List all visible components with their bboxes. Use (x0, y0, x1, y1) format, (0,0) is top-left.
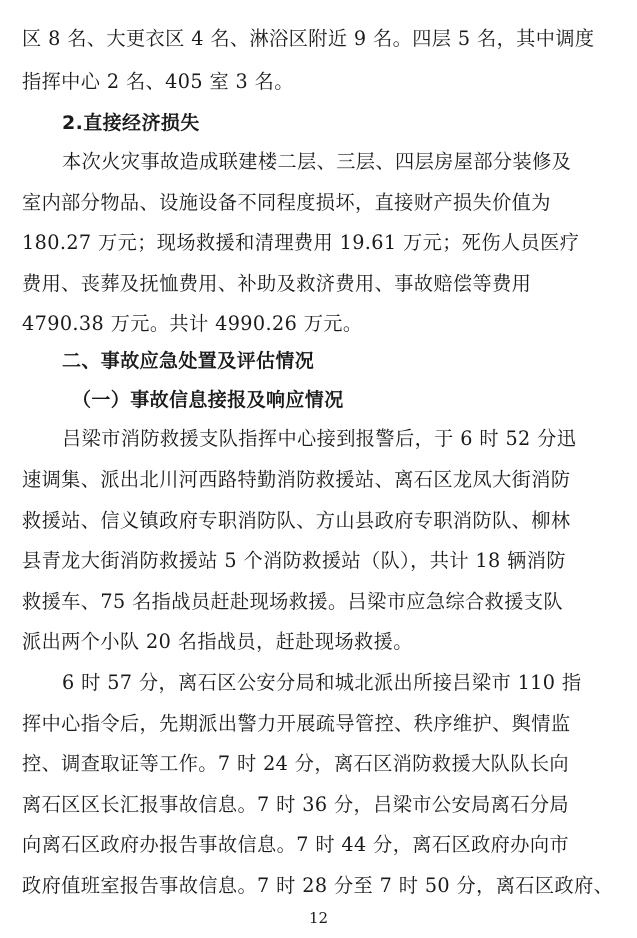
subsection-heading: （一）事故信息接报及响应情况 (72, 389, 344, 411)
text-line: 速调集、派出北川河西路特勤消防救援站、离石区龙凤大街消防 (22, 468, 571, 491)
text-line: 室内部分物品、设施设备不同程度损坏，直接财产损失价值为 (22, 191, 551, 214)
text-line: 本次火灾事故造成联建楼二层、三层、四层房屋部分装修及 (62, 150, 572, 173)
text-line: 4790.38 万元。共计 4990.26 万元。 (22, 312, 363, 335)
text-line: 政府值班室报告事故信息。7 时 28 分至 7 时 50 分，离石区政府、 (22, 874, 614, 897)
text-line: 救援车、75 名指战员赶赴现场救援。吕梁市应急综合救援支队 (22, 590, 563, 613)
text-line: 挥中心指令后，先期派出警力开展疏导管控、秩序维护、舆情监 (22, 712, 571, 735)
text-line: 控、调查取证等工作。7 时 24 分，离石区消防救援大队队长向 (22, 752, 570, 775)
text-line: 向离石区政府办报告事故信息。7 时 44 分，离石区政府办向市 (22, 833, 570, 856)
text-line: 区 8 名、大更衣区 4 名、淋浴区附近 9 名。四层 5 名，其中调度 (22, 27, 595, 50)
text-line: 吕梁市消防救援支队指挥中心接到报警后，于 6 时 52 分迅 (62, 427, 577, 450)
chapter-heading: 二、事故应急处置及评估情况 (62, 350, 315, 372)
text-line: 离石区区长汇报事故信息。7 时 36 分，吕梁市公安局离石分局 (22, 793, 570, 816)
text-line: 费用、丧葬及抚恤费用、补助及救济费用、事故赔偿等费用 (22, 272, 532, 295)
text-line: 派出两个小队 20 名指战员，赶赴现场救援。 (22, 630, 413, 653)
text-line: 180.27 万元；现场救援和清理费用 19.61 万元；死伤人员医疗 (22, 231, 580, 254)
text-line: 指挥中心 2 名、405 室 3 名。 (22, 70, 294, 93)
text-line: 县青龙大街消防救援站 5 个消防救援站（队），共计 18 辆消防 (22, 549, 566, 572)
section-heading: 2.直接经济损失 (62, 112, 200, 134)
text-line: 救援站、信义镇政府专职消防队、方山县政府专职消防队、柳林 (22, 509, 571, 532)
text-line: 6 时 57 分，离石区公安分局和城北派出所接吕梁市 110 指 (62, 671, 582, 694)
page-number: 12 (308, 909, 329, 927)
